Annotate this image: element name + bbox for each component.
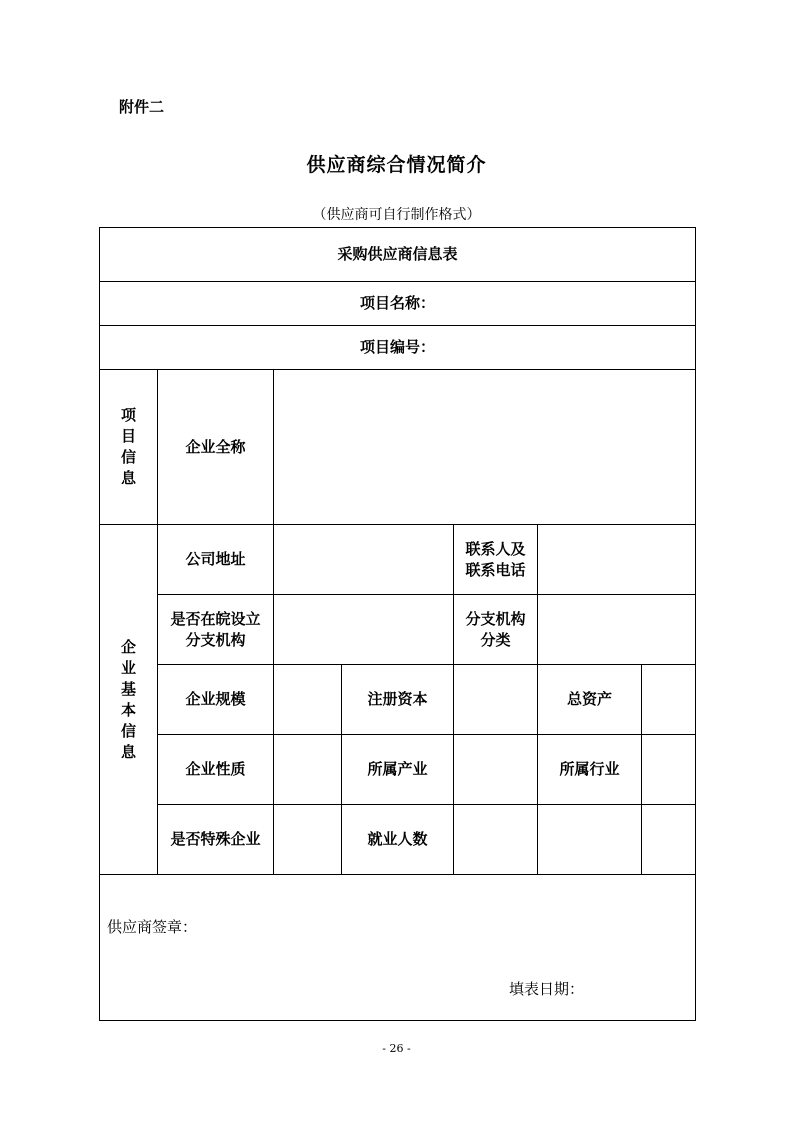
- supplier-signature-label: 供应商签章：: [107, 918, 198, 936]
- company-full-name-field[interactable]: [274, 370, 696, 525]
- company-nature-label: 企业性质: [158, 735, 274, 805]
- project-name-row[interactable]: 项目名称：: [100, 282, 696, 326]
- company-address-label: 公司地址: [158, 525, 274, 595]
- project-number-row[interactable]: 项目编号：: [100, 326, 696, 370]
- registered-capital-label: 注册资本: [342, 665, 454, 735]
- employee-count-label: 就业人数: [342, 805, 454, 875]
- employee-count-field[interactable]: [454, 805, 538, 875]
- special-enterprise-field[interactable]: [274, 805, 342, 875]
- company-scale-field[interactable]: [274, 665, 342, 735]
- page-number: - 26 -: [382, 1042, 411, 1055]
- company-full-name-label: 企业全称: [158, 370, 274, 525]
- contact-field[interactable]: [538, 525, 696, 595]
- page-title: 供应商综合情况简介: [306, 154, 487, 176]
- branch-category-label: 分支机构 分类: [454, 595, 538, 665]
- industry-label: 所属行业: [538, 735, 642, 805]
- fill-date-label: 填表日期：: [509, 980, 585, 998]
- table-title: 采购供应商信息表: [100, 228, 696, 282]
- industry-field[interactable]: [642, 735, 696, 805]
- supplier-info-table: [99, 227, 696, 1021]
- extra-field-1[interactable]: [538, 805, 642, 875]
- page-subtitle: （供应商可自行制作格式）: [312, 207, 481, 223]
- registered-capital-field[interactable]: [454, 665, 538, 735]
- basic-info-section-label: 企 业 基 本 信 息: [100, 525, 158, 875]
- company-scale-label: 企业规模: [158, 665, 274, 735]
- branch-category-field[interactable]: [538, 595, 696, 665]
- total-assets-field[interactable]: [642, 665, 696, 735]
- company-address-field[interactable]: [274, 525, 454, 595]
- industry-sector-label: 所属产业: [342, 735, 454, 805]
- contact-label: 联系人及 联系电话: [454, 525, 538, 595]
- extra-field-2[interactable]: [642, 805, 696, 875]
- anhui-branch-label: 是否在皖设立 分支机构: [158, 595, 274, 665]
- company-nature-field[interactable]: [274, 735, 342, 805]
- total-assets-label: 总资产: [538, 665, 642, 735]
- attachment-label: 附件二: [119, 98, 165, 116]
- industry-sector-field[interactable]: [454, 735, 538, 805]
- signature-area[interactable]: [100, 875, 696, 1021]
- project-info-section-label: 项 目 信 息: [100, 370, 158, 525]
- special-enterprise-label: 是否特殊企业: [158, 805, 274, 875]
- anhui-branch-field[interactable]: [274, 595, 454, 665]
